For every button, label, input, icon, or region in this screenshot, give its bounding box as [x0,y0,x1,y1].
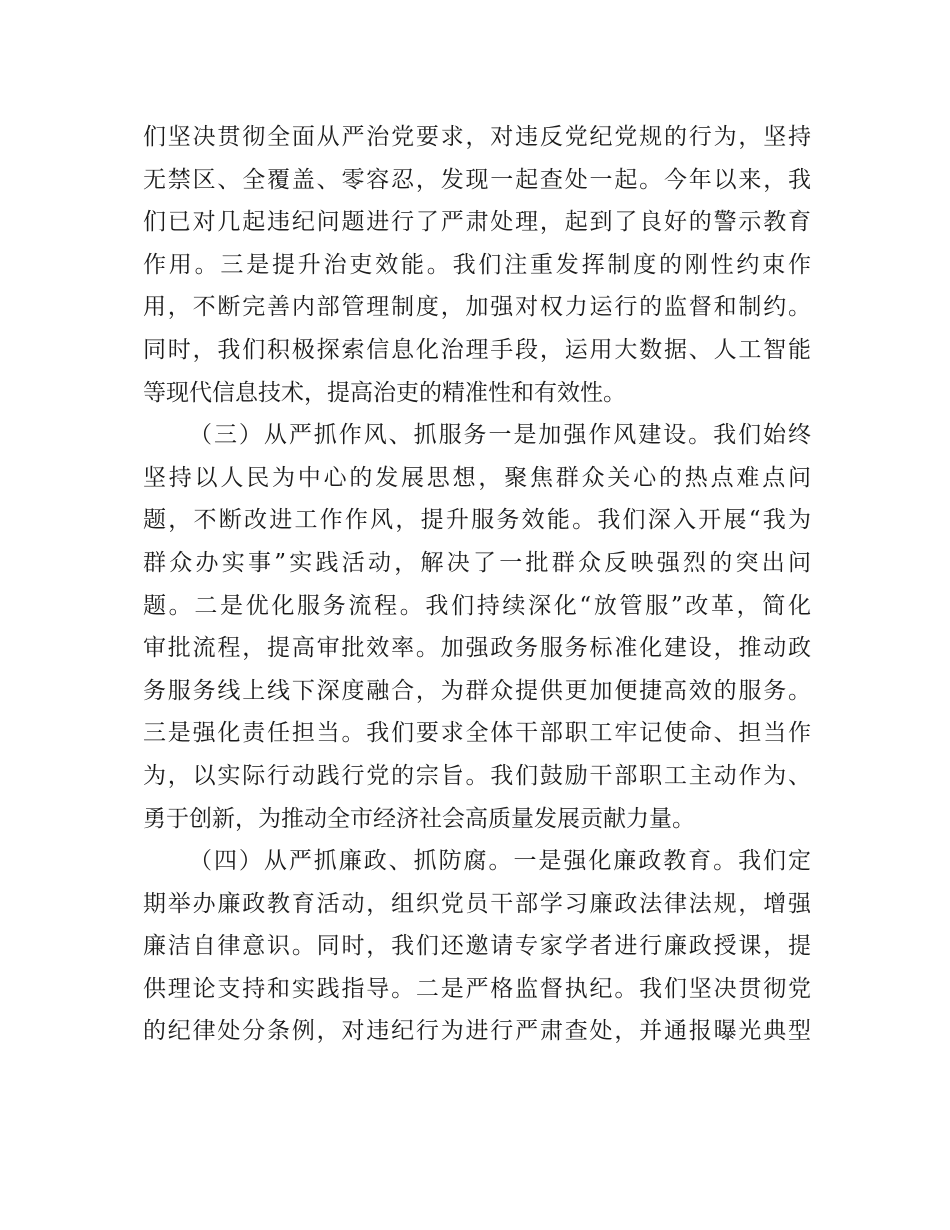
text-line: 期举办廉政教育活动，组织党员干部学习廉政法律法规，增强 [143,890,811,917]
text-line: 群众办实事”实践活动，解决了一批群众反映强烈的突出问 [143,549,811,576]
text-line: 们已对几起违纪问题进行了严肃处理，起到了良好的警示教育 [143,209,811,236]
text-line: 为，以实际行动践行党的宗旨。我们鼓励干部职工主动作为、 [143,762,811,789]
text-line: 同时，我们积极探索信息化治理手段，运用大数据、人工智能 [143,336,811,363]
text-line: 廉洁自律意识。同时，我们还邀请专家学者进行廉政授课，提 [143,933,811,960]
paragraph-1 [143,116,811,414]
text-line: 们坚决贯彻全面从严治党要求，对违反党纪党规的行为，坚持 [143,124,811,150]
text-line: 题，不断改进工作作风，提升服务效能。我们深入开展“我为 [143,507,811,534]
text-line: 三是强化责任担当。我们要求全体干部职工牢记使命、担当作 [143,720,811,747]
text-line: （三）从严抓作风、抓服务一是加强作风建设。我们始终 [189,422,811,449]
paragraph-3 [143,840,811,1053]
text-line: 作用。三是提升治吏效能。我们注重发挥制度的刚性约束作 [143,251,811,278]
text-line: 的纪律处分条例，对违纪行为进行严肃查处，并通报曝光典型 [143,1018,811,1045]
text-line: 等现代信息技术，提高治吏的精准性和有效性。 [143,379,626,406]
text-line: 审批流程，提高审批效率。加强政务服务标准化建设，推动政 [143,635,811,662]
text-line: （四）从严抓廉政、抓防腐。一是强化廉政教育。我们定 [189,848,811,875]
text-line: 题。二是优化服务流程。我们持续深化“放管服”改革，简化 [143,592,811,619]
text-line: 供理论支持和实践指导。二是严格监督执纪。我们坚决贯彻党 [143,975,811,1002]
text-line: 坚持以人民为中心的发展思想，聚焦群众关心的热点难点问 [143,464,811,491]
text-line: 无禁区、全覆盖、零容忍，发现一起查处一起。今年以来，我 [143,166,811,193]
text-line: 勇于创新，为推动全市经济社会高质量发展贡献力量。 [143,805,695,832]
text-line: 务服务线上线下深度融合，为群众提供更加便捷高效的服务。 [143,677,811,704]
document-body [143,116,811,1053]
paragraph-2 [143,414,811,840]
text-line: 用，不断完善内部管理制度，加强对权力运行的监督和制约。 [143,294,811,321]
